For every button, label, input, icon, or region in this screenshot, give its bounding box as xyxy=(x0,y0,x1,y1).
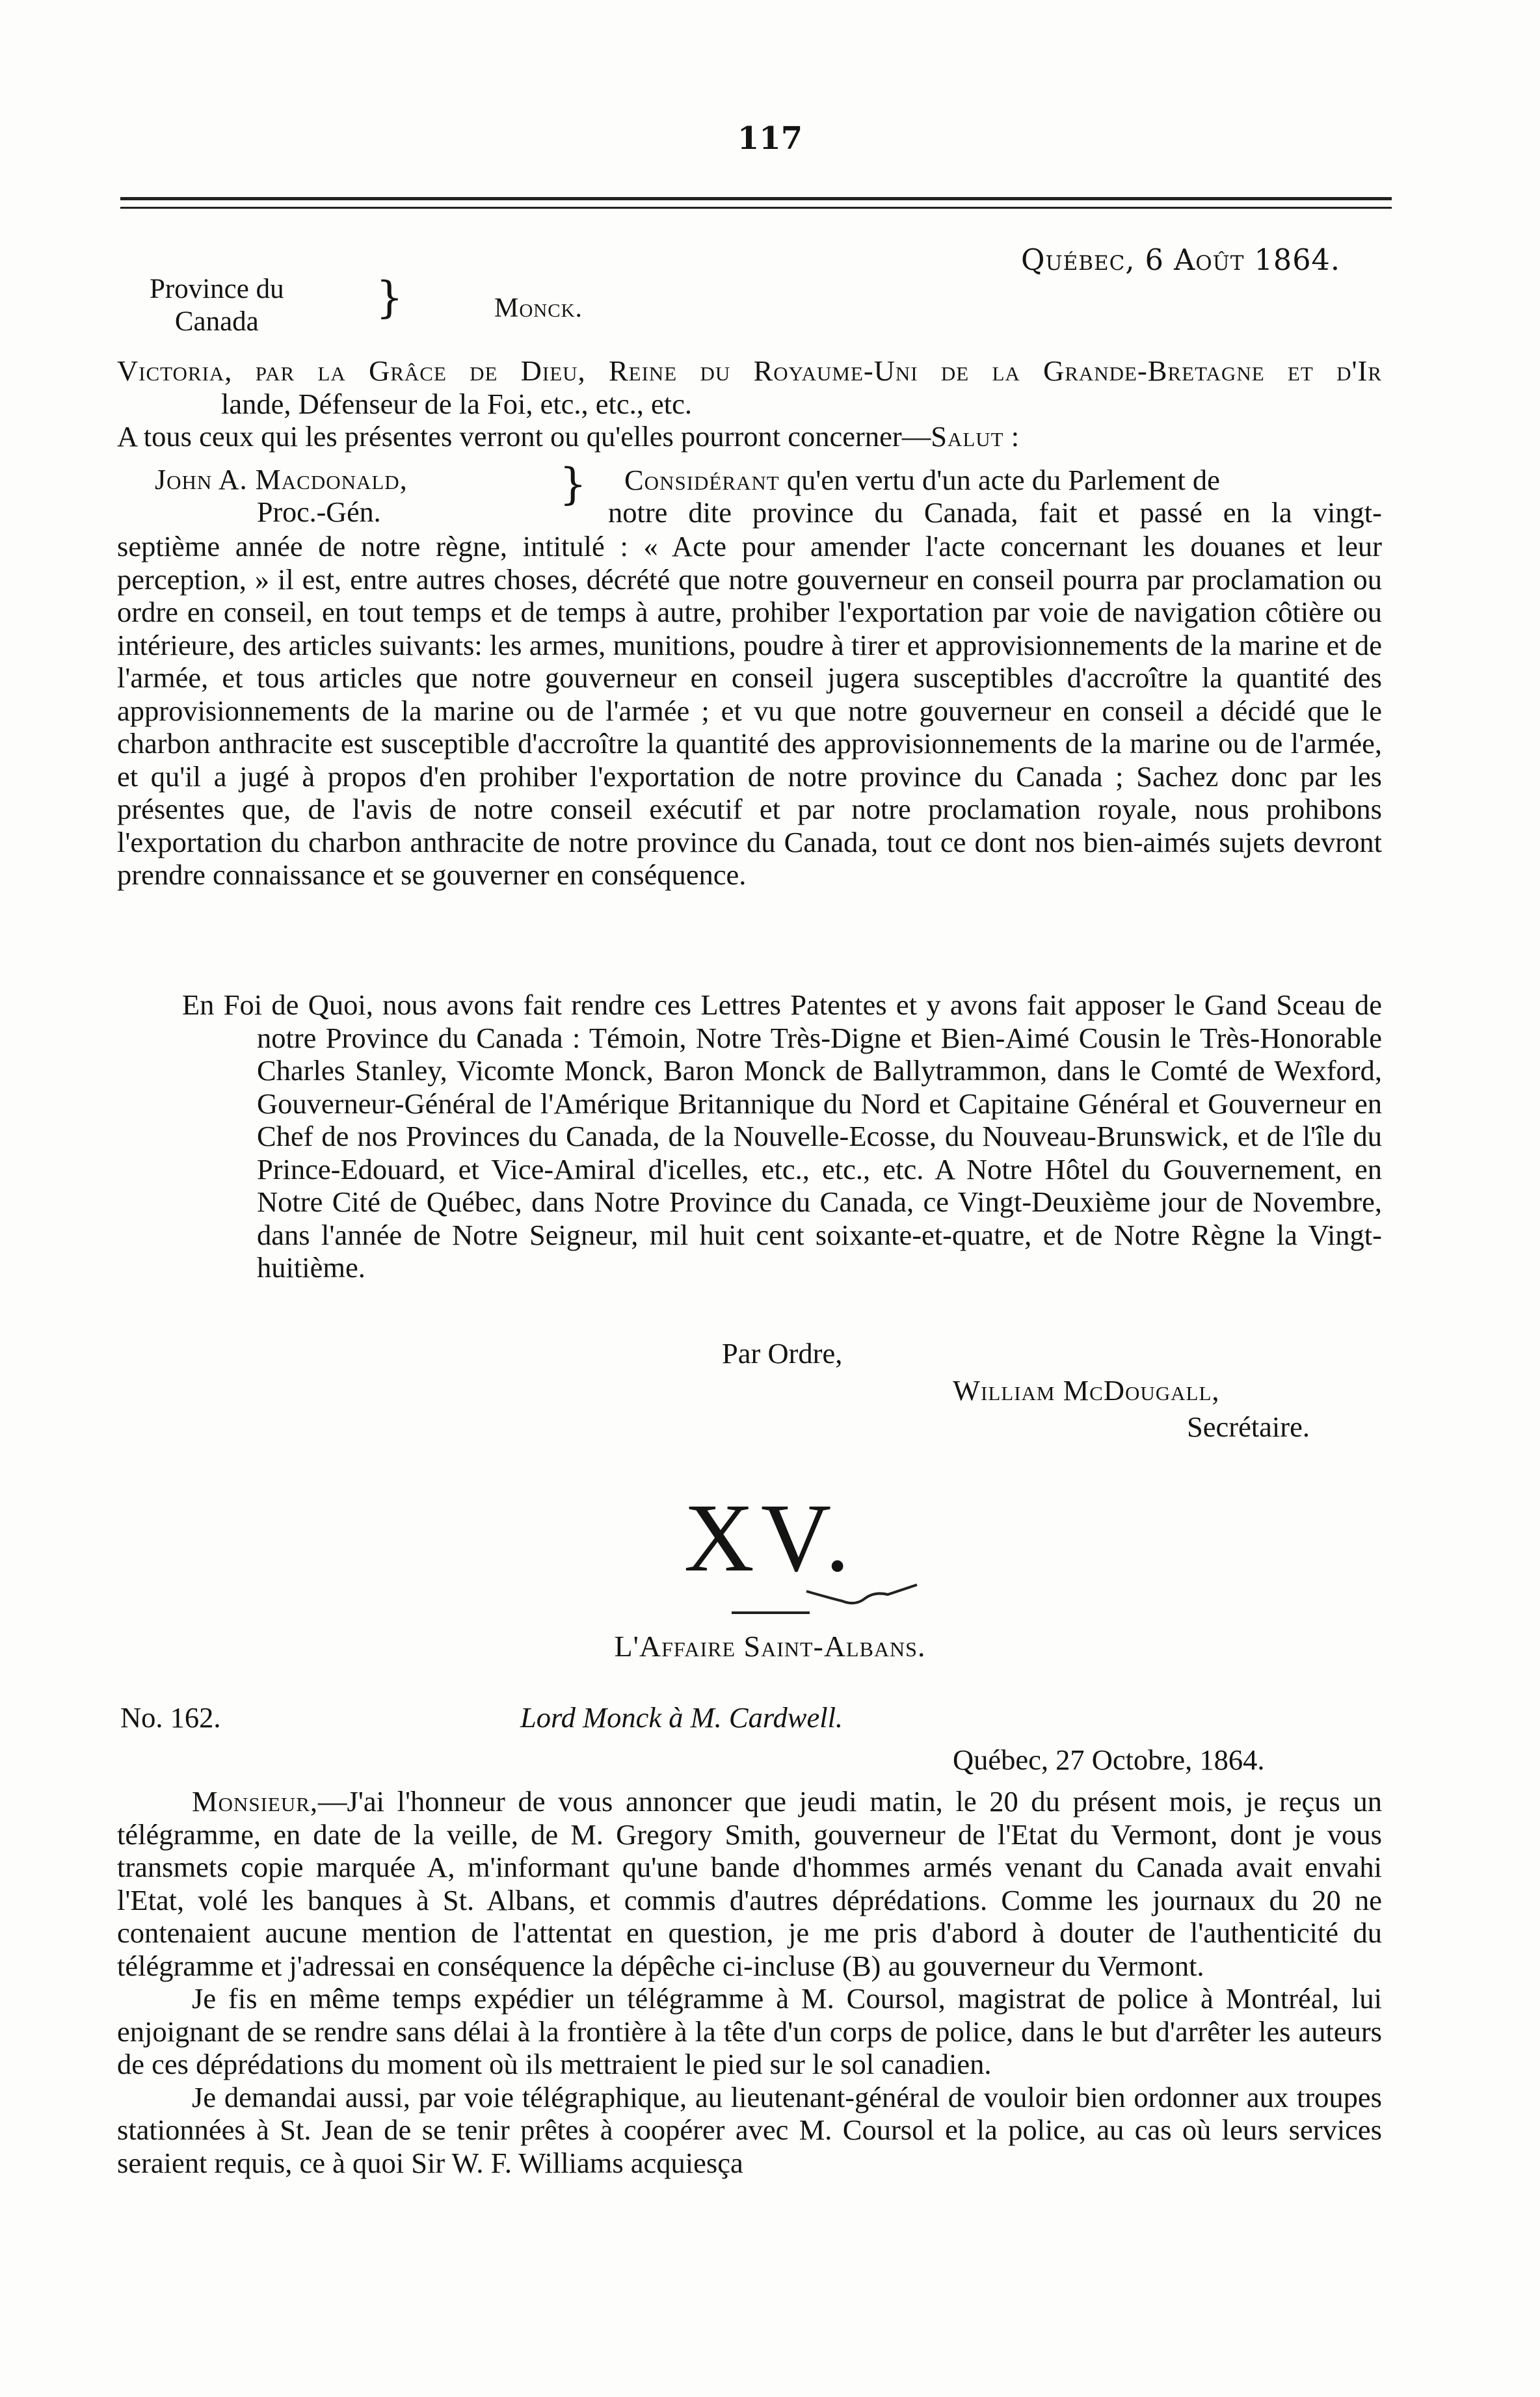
correspondence-heading: Lord Monck à M. Cardwell. xyxy=(520,1701,843,1734)
secretary-title: Secrétaire. xyxy=(1187,1410,1310,1443)
page-number: 117 xyxy=(737,120,803,157)
considerant-line-1: Considérant qu'en vertu d'un acte du Parlement de xyxy=(624,464,1220,496)
attorney-brace: } xyxy=(559,459,587,509)
testimony-paragraph: En Foi de Quoi, nous avons fait rendre ces Lettres Patentes et y avons fait apposer le Gand Sceau de notre Province du Canada : Témoin, Notre Très-Digne et Bien-Aimé Cousin le Très-Honorable Charles Stanley, Vicomte Monck, Baron Monck de Ballytrammon, dans le Comté de Wexford, Gouverneur-Général de l'Amérique Britannique du Nord et Capitaine Général et Gouverneur en Chef de nos Provinces du Canada, de la Nouvelle-Ecosse, du Nouveau-Brunswick, et de l'île du Prince-Edouard, et Vice-Amiral d'icelles, etc., etc., etc. A Notre Hôtel du Gouvernement, en Notre Cité de Québec, dans Notre Province du Canada, ce Vingt-Deuxième jour de Novembre, dans l'année de Notre Seigneur, mil huit cent soixante-et-quatre, et de Notre Règne la Vingt-huitième. xyxy=(182,988,1382,1284)
proclamation-body: septième année de notre règne, intitulé : « Acte pour amender l'acte concernant les douanes et leur perception, » il est, entre autres choses, décrété que notre gouverneur en conseil pourra par proclamation ou ordre en conseil, en tout temps et de temps à autre, prohiber l'exportation par voie de navigation côtière ou intérieure, des articles suivants: les armes, munitions, poudre à tirer et approvisionnements de la marine et de l'armée, et tous articles que notre gouverneur en conseil jugera susceptibles d'accroître la quantité des approvisionnements de la marine ou de l'armée ; et vu que notre gouverneur en conseil a décidé que le charbon anthracite est susceptible d'accroître la quantité des approvisionnements de la marine ou de l'armée, et qu'il a jugé à propos d'en prohiber l'exportation de notre province du Canada ; Sachez donc par les présentes que, de l'avis de notre conseil exécutif et par notre proclamation royale, nous prohibons l'exportation du charbon anthracite de notre province du Canada, tout ce dont nos bien-aimés sujets devront prendre connaissance et se gouverner en conséquence. xyxy=(117,530,1382,891)
proclamation-signatory: Monck. xyxy=(494,293,583,323)
province-brace: } xyxy=(376,272,403,323)
par-ordre: Par Ordre, xyxy=(722,1337,843,1370)
header-rule-thin xyxy=(120,207,1392,209)
proclamation-dateline: Québec, 6 Août 1864. xyxy=(1021,244,1341,277)
doc-number: No. 162. xyxy=(120,1701,221,1734)
attorney-title: Proc.-Gén. xyxy=(257,496,381,528)
section-short-rule xyxy=(732,1611,810,1614)
attorney-name: John A. Macdonald, xyxy=(155,464,408,496)
section-numeral: XV. xyxy=(684,1484,856,1592)
header-rule-thick xyxy=(120,197,1392,200)
section-title: L'Affaire Saint-Albans. xyxy=(614,1630,926,1663)
ornament-squiggle xyxy=(803,1582,933,1617)
province-label: Province du Canada xyxy=(150,274,284,337)
secretary-name: William McDougall, xyxy=(953,1374,1220,1407)
considerant-line-2: notre dite province du Canada, fait et passé en la vingt- xyxy=(608,496,1382,529)
letter-body: Monsieur,—J'ai l'honneur de vous annoncer que jeudi matin, le 20 du présent mois, je reçus un télégramme, en date de la veille, de M. Gregory Smith, gouverneur de l'Etat du Vermont, dont je vous transmets copie marquée A, m'informant qu'une bande d'hommes armés venant du Canada avait envahi l'Etat, volé les banques à St. Albans, et commis d'autres déprédations. Comme les journaux du 20 ne contenaient aucune mention de l'attentat en question, je me pris d'abord à douter de l'authenticité du télégramme et j'adressai en conséquence la dépêche ci-incluse (B) au gouverneur du Vermont. Je fis en même temps expédier un télégramme à M. Coursol, magistrat de police à Montréal, lui enjoignant de se rendre sans délai à la frontière à la tête d'un corps de police, dans le but d'arrêter les auteurs de ces déprédations du moment où ils mettraient le pied sur le sol canadien. Je demandai aussi, par voie télégraphique, au lieutenant-général de vouloir bien ordonner aux troupes stationnées à St. Jean de se tenir prêtes à coopérer avec M. Coursol et la police, au cas où leurs services seraient requis, ce à quoi Sir W. F. Williams acquiesça xyxy=(117,1785,1382,2179)
royal-title: Victoria, par la Grâce de Dieu, Reine du Royaume-Uni de la Grande-Bretagne et d'Ir lande, Défenseur de la Foi, etc., etc., etc. A tous ceux qui les présentes verront ou qu'elles pourront concerner—Salut : xyxy=(117,354,1382,453)
letter-dateline: Québec, 27 Octobre, 1864. xyxy=(953,1743,1265,1776)
